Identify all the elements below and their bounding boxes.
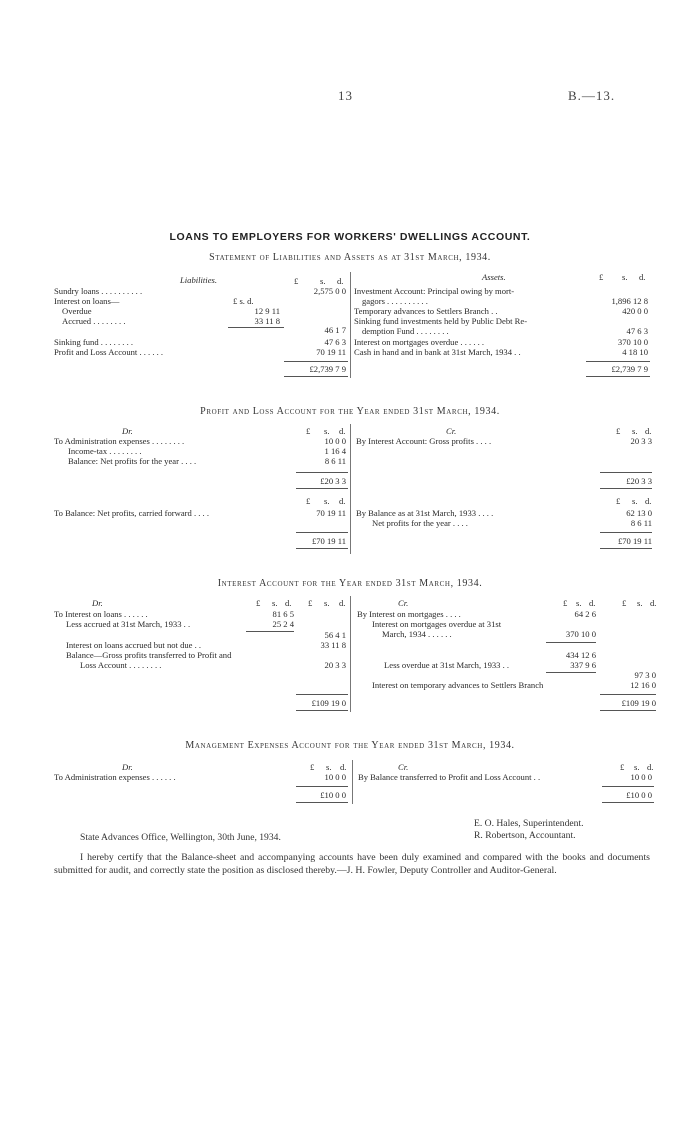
mgmt-credit-total: £10 0 0 — [626, 790, 652, 800]
page-title: LOANS TO EMPLOYERS FOR WORKERS' DWELLINGS ACCOUNT. — [169, 231, 531, 243]
mgmt-cr-col-pounds: £ — [620, 762, 625, 772]
total-double-rule — [284, 376, 348, 377]
asset-amount: 4 18 10 — [622, 347, 648, 357]
pl-debit-line: To Administration expenses . . . . . . . . — [54, 436, 185, 446]
pl-cr-col-shillings: s. — [632, 426, 638, 436]
mgmt-debit-line: To Administration expenses . . . . . . — [54, 772, 176, 782]
cr-heading: Cr. — [398, 762, 409, 772]
liability-amount: 70 19 11 — [316, 347, 346, 357]
total-double-rule — [296, 548, 348, 549]
int-credit-amount: 12 16 0 — [630, 680, 656, 690]
int-cr-sub-col-shillings: s. — [576, 598, 582, 608]
subtotal-rule — [546, 642, 596, 643]
int-credit-subamount: 370 10 0 — [565, 629, 596, 639]
pl-cr-col-shillings: s. — [632, 496, 638, 506]
int-cr-col-pounds: £ — [622, 598, 627, 608]
int-sub-col-pounds: £ — [256, 598, 261, 608]
total-rule — [600, 472, 652, 473]
pl-debit-amount: 10 0 0 — [324, 436, 346, 446]
mgmt-col-pounds: £ — [310, 762, 315, 772]
assets-col-pounds: £ — [599, 272, 604, 282]
pl-cr-col-pounds: £ — [616, 496, 621, 506]
liability-amount: 46 1 7 — [324, 325, 346, 335]
int-cr-col-pence: d. — [650, 598, 657, 608]
int-debit-line: Loss Account . . . . . . . . — [80, 660, 162, 670]
liability-line: Profit and Loss Account . . . . . . — [54, 347, 164, 357]
int-cr-sub-col-pounds: £ — [563, 598, 568, 608]
pl-credit-amount: 62 13 0 — [626, 508, 652, 518]
subtotal-rule — [228, 327, 284, 328]
int-credit-total: £109 19 0 — [621, 698, 656, 708]
column-divider — [350, 272, 351, 378]
accrued-amount: 33 11 8 — [254, 316, 280, 326]
int-debit-amount: 20 3 3 — [324, 660, 346, 670]
pl-col-pounds: £ — [306, 496, 311, 506]
mgmt-cr-col-pence: d. — [647, 762, 654, 772]
pl-col-pence: d. — [339, 496, 346, 506]
total-rule — [600, 694, 656, 695]
assets-total: £2,739 7 9 — [611, 364, 648, 374]
subtotal-rule — [546, 672, 596, 673]
office-dateline: State Advances Office, Wellington, 30th June, 1934. — [80, 832, 281, 843]
asset-amount: 1,896 12 8 — [611, 296, 648, 306]
management-caption: Management Expenses Account for the Year ended 31st March, 1934. — [185, 740, 515, 751]
int-credit-line: March, 1934 . . . . . . — [382, 629, 452, 639]
assets-col-pence: d. — [639, 272, 646, 282]
pl-debit-amount: 70 19 11 — [316, 508, 346, 518]
pl-debit-total: £70 19 11 — [311, 536, 346, 546]
int-credit-subamount: 434 12 6 — [565, 650, 596, 660]
asset-line: Investment Account: Principal owing by mort- — [354, 286, 515, 296]
int-debit-total: £109 19 0 — [311, 698, 346, 708]
int-credit-amount: 97 3 0 — [634, 670, 656, 680]
asset-line: demption Fund . . . . . . . . — [362, 326, 449, 336]
pl-credit-total: £70 19 11 — [617, 536, 652, 546]
total-double-rule — [600, 548, 652, 549]
int-debit-line: Less accrued at 31st March, 1933 . . — [66, 619, 191, 629]
mgmt-credit-line: By Balance transferred to Profit and Loss Account . . — [358, 772, 541, 782]
int-debit-line: Interest on loans accrued but not due . . — [66, 640, 202, 650]
liabilities-heading: Liabilities. — [180, 275, 218, 285]
asset-amount: 47 6 3 — [626, 326, 648, 336]
pl-credit-line: By Interest Account: Gross profits . . . . — [356, 436, 492, 446]
asset-amount: 420 0 0 — [622, 306, 648, 316]
int-debit-line: Balance—Gross profits transferred to Profit and — [66, 650, 232, 660]
pl-col-shillings: s. — [324, 496, 330, 506]
page-number: 13 — [338, 88, 353, 103]
int-sub-col-pence: d. — [285, 598, 292, 608]
int-debit-subamount: 81 6 5 — [272, 609, 294, 619]
total-rule — [602, 786, 654, 787]
pl-credit-line: Net profits for the year . . . . — [372, 518, 468, 528]
int-credit-subamount: 337 9 6 — [570, 660, 596, 670]
cr-heading: Cr. — [446, 426, 457, 436]
superintendent-signature: E. O. Hales, Superintendent. — [474, 818, 584, 829]
liabilities-col-pence: d. — [337, 276, 344, 286]
pl-debit-line: Income-tax . . . . . . . . — [68, 446, 142, 456]
pl-cr-col-pounds: £ — [616, 426, 621, 436]
total-double-rule — [296, 710, 348, 711]
total-rule — [284, 361, 348, 362]
liability-subheader: £ s. d. — [233, 296, 254, 306]
total-double-rule — [600, 488, 652, 489]
int-col-pence: d. — [339, 598, 346, 608]
pl-col-shillings: s. — [324, 426, 330, 436]
total-rule — [296, 532, 348, 533]
int-col-shillings: s. — [324, 598, 330, 608]
mgmt-debit-total: £10 0 0 — [320, 790, 346, 800]
profit-loss-caption: Profit and Loss Account for the Year ended 31st March, 1934. — [200, 406, 500, 417]
pl-debit-amount: 1 16 4 — [324, 446, 346, 456]
int-credit-subamount: 64 2 6 — [574, 609, 596, 619]
int-debit-amount: 33 11 8 — [320, 640, 346, 650]
pl-debit-line: Balance: Net profits for the year . . . . — [68, 456, 197, 466]
total-rule — [296, 786, 348, 787]
assets-heading: Assets. — [482, 272, 506, 282]
document-reference: B.—13. — [568, 88, 616, 103]
balance-sheet-caption: Statement of Liabilities and Assets as at 31st March, 1934. — [209, 252, 491, 263]
liability-line: Sundry loans . . . . . . . . . . — [54, 286, 143, 296]
overdue-amount: 12 9 11 — [254, 306, 280, 316]
total-rule — [296, 694, 348, 695]
pl-credit-amount: 20 3 3 — [630, 436, 652, 446]
int-debit-line: To Interest on loans . . . . . . — [54, 609, 148, 619]
int-credit-line: By Interest on mortgages . . . . — [357, 609, 461, 619]
pl-col-pounds: £ — [306, 426, 311, 436]
int-credit-line: Interest on mortgages overdue at 31st — [372, 619, 502, 629]
int-cr-sub-col-pence: d. — [589, 598, 596, 608]
mgmt-col-pence: d. — [340, 762, 347, 772]
mgmt-debit-amount: 10 0 0 — [324, 772, 346, 782]
accountant-signature: R. Robertson, Accountant. — [474, 830, 576, 841]
pl-cr-col-pence: d. — [645, 426, 652, 436]
assets-col-shillings: s. — [622, 272, 628, 282]
int-debit-amount: 56 4 1 — [324, 630, 346, 640]
cr-heading: Cr. — [398, 598, 409, 608]
asset-amount: 370 10 0 — [617, 337, 648, 347]
column-divider — [350, 424, 351, 554]
liability-line: Interest on loans— — [54, 296, 120, 306]
pl-credit-line: By Balance as at 31st March, 1933 . . . . — [356, 508, 494, 518]
pl-debit-total: £20 3 3 — [320, 476, 346, 486]
total-rule — [600, 532, 652, 533]
asset-line: Sinking fund investments held by Public Debt Re- — [354, 316, 528, 326]
asset-line: Temporary advances to Settlers Branch . . — [354, 306, 498, 316]
asset-line: Interest on mortgages overdue . . . . . . — [354, 337, 485, 347]
subtotal-rule — [246, 631, 294, 632]
pl-credit-total: £20 3 3 — [626, 476, 652, 486]
column-divider — [350, 596, 351, 712]
mgmt-cr-col-shillings: s. — [634, 762, 640, 772]
interest-caption: Interest Account for the Year ended 31st March, 1934. — [217, 578, 483, 589]
liabilities-col-shillings: s. — [320, 276, 326, 286]
int-debit-subamount: 25 2 4 — [272, 619, 294, 629]
total-double-rule — [296, 488, 348, 489]
liability-line: Overdue — [62, 306, 92, 316]
liability-line: Accrued . . . . . . . . — [62, 316, 126, 326]
liability-amount: 47 6 3 — [324, 337, 346, 347]
int-credit-line: Interest on temporary advances to Settlers Branch — [372, 680, 544, 690]
mgmt-credit-amount: 10 0 0 — [630, 772, 652, 782]
dr-heading: Dr. — [122, 762, 133, 772]
total-double-rule — [600, 710, 656, 711]
dr-heading: Dr. — [92, 598, 103, 608]
pl-col-pence: d. — [339, 426, 346, 436]
dr-heading: Dr. — [122, 426, 133, 436]
liability-amount: 2,575 0 0 — [313, 286, 346, 296]
total-rule — [296, 472, 348, 473]
asset-line: gagors . . . . . . . . . . — [362, 296, 428, 306]
total-double-rule — [602, 802, 654, 803]
liabilities-total: £2,739 7 9 — [309, 364, 346, 374]
pl-cr-col-pence: d. — [645, 496, 652, 506]
mgmt-col-shillings: s. — [326, 762, 332, 772]
total-double-rule — [296, 802, 348, 803]
pl-credit-amount: 8 6 11 — [630, 518, 652, 528]
total-double-rule — [586, 376, 650, 377]
int-sub-col-shillings: s. — [272, 598, 278, 608]
liabilities-col-pounds: £ — [294, 276, 299, 286]
asset-line: Cash in hand and in bank at 31st March, 1934 . . — [354, 347, 521, 357]
liability-line: Sinking fund . . . . . . . . — [54, 337, 134, 347]
int-cr-col-shillings: s. — [637, 598, 643, 608]
audit-certification: I hereby certify that the Balance-sheet and accompanying accounts have been duly examined and compared with the books and documents submitted for audit, and correctly state the position as disclosed thereby.—J. H. Fowler, Deputy Controller and Auditor-General. — [54, 852, 650, 876]
total-rule — [586, 361, 650, 362]
pl-debit-line: To Balance: Net profits, carried forward . . . . — [54, 508, 209, 518]
pl-debit-amount: 8 6 11 — [324, 456, 346, 466]
int-col-pounds: £ — [308, 598, 313, 608]
column-divider — [352, 760, 353, 804]
int-credit-line: Less overdue at 31st March, 1933 . . — [384, 660, 510, 670]
